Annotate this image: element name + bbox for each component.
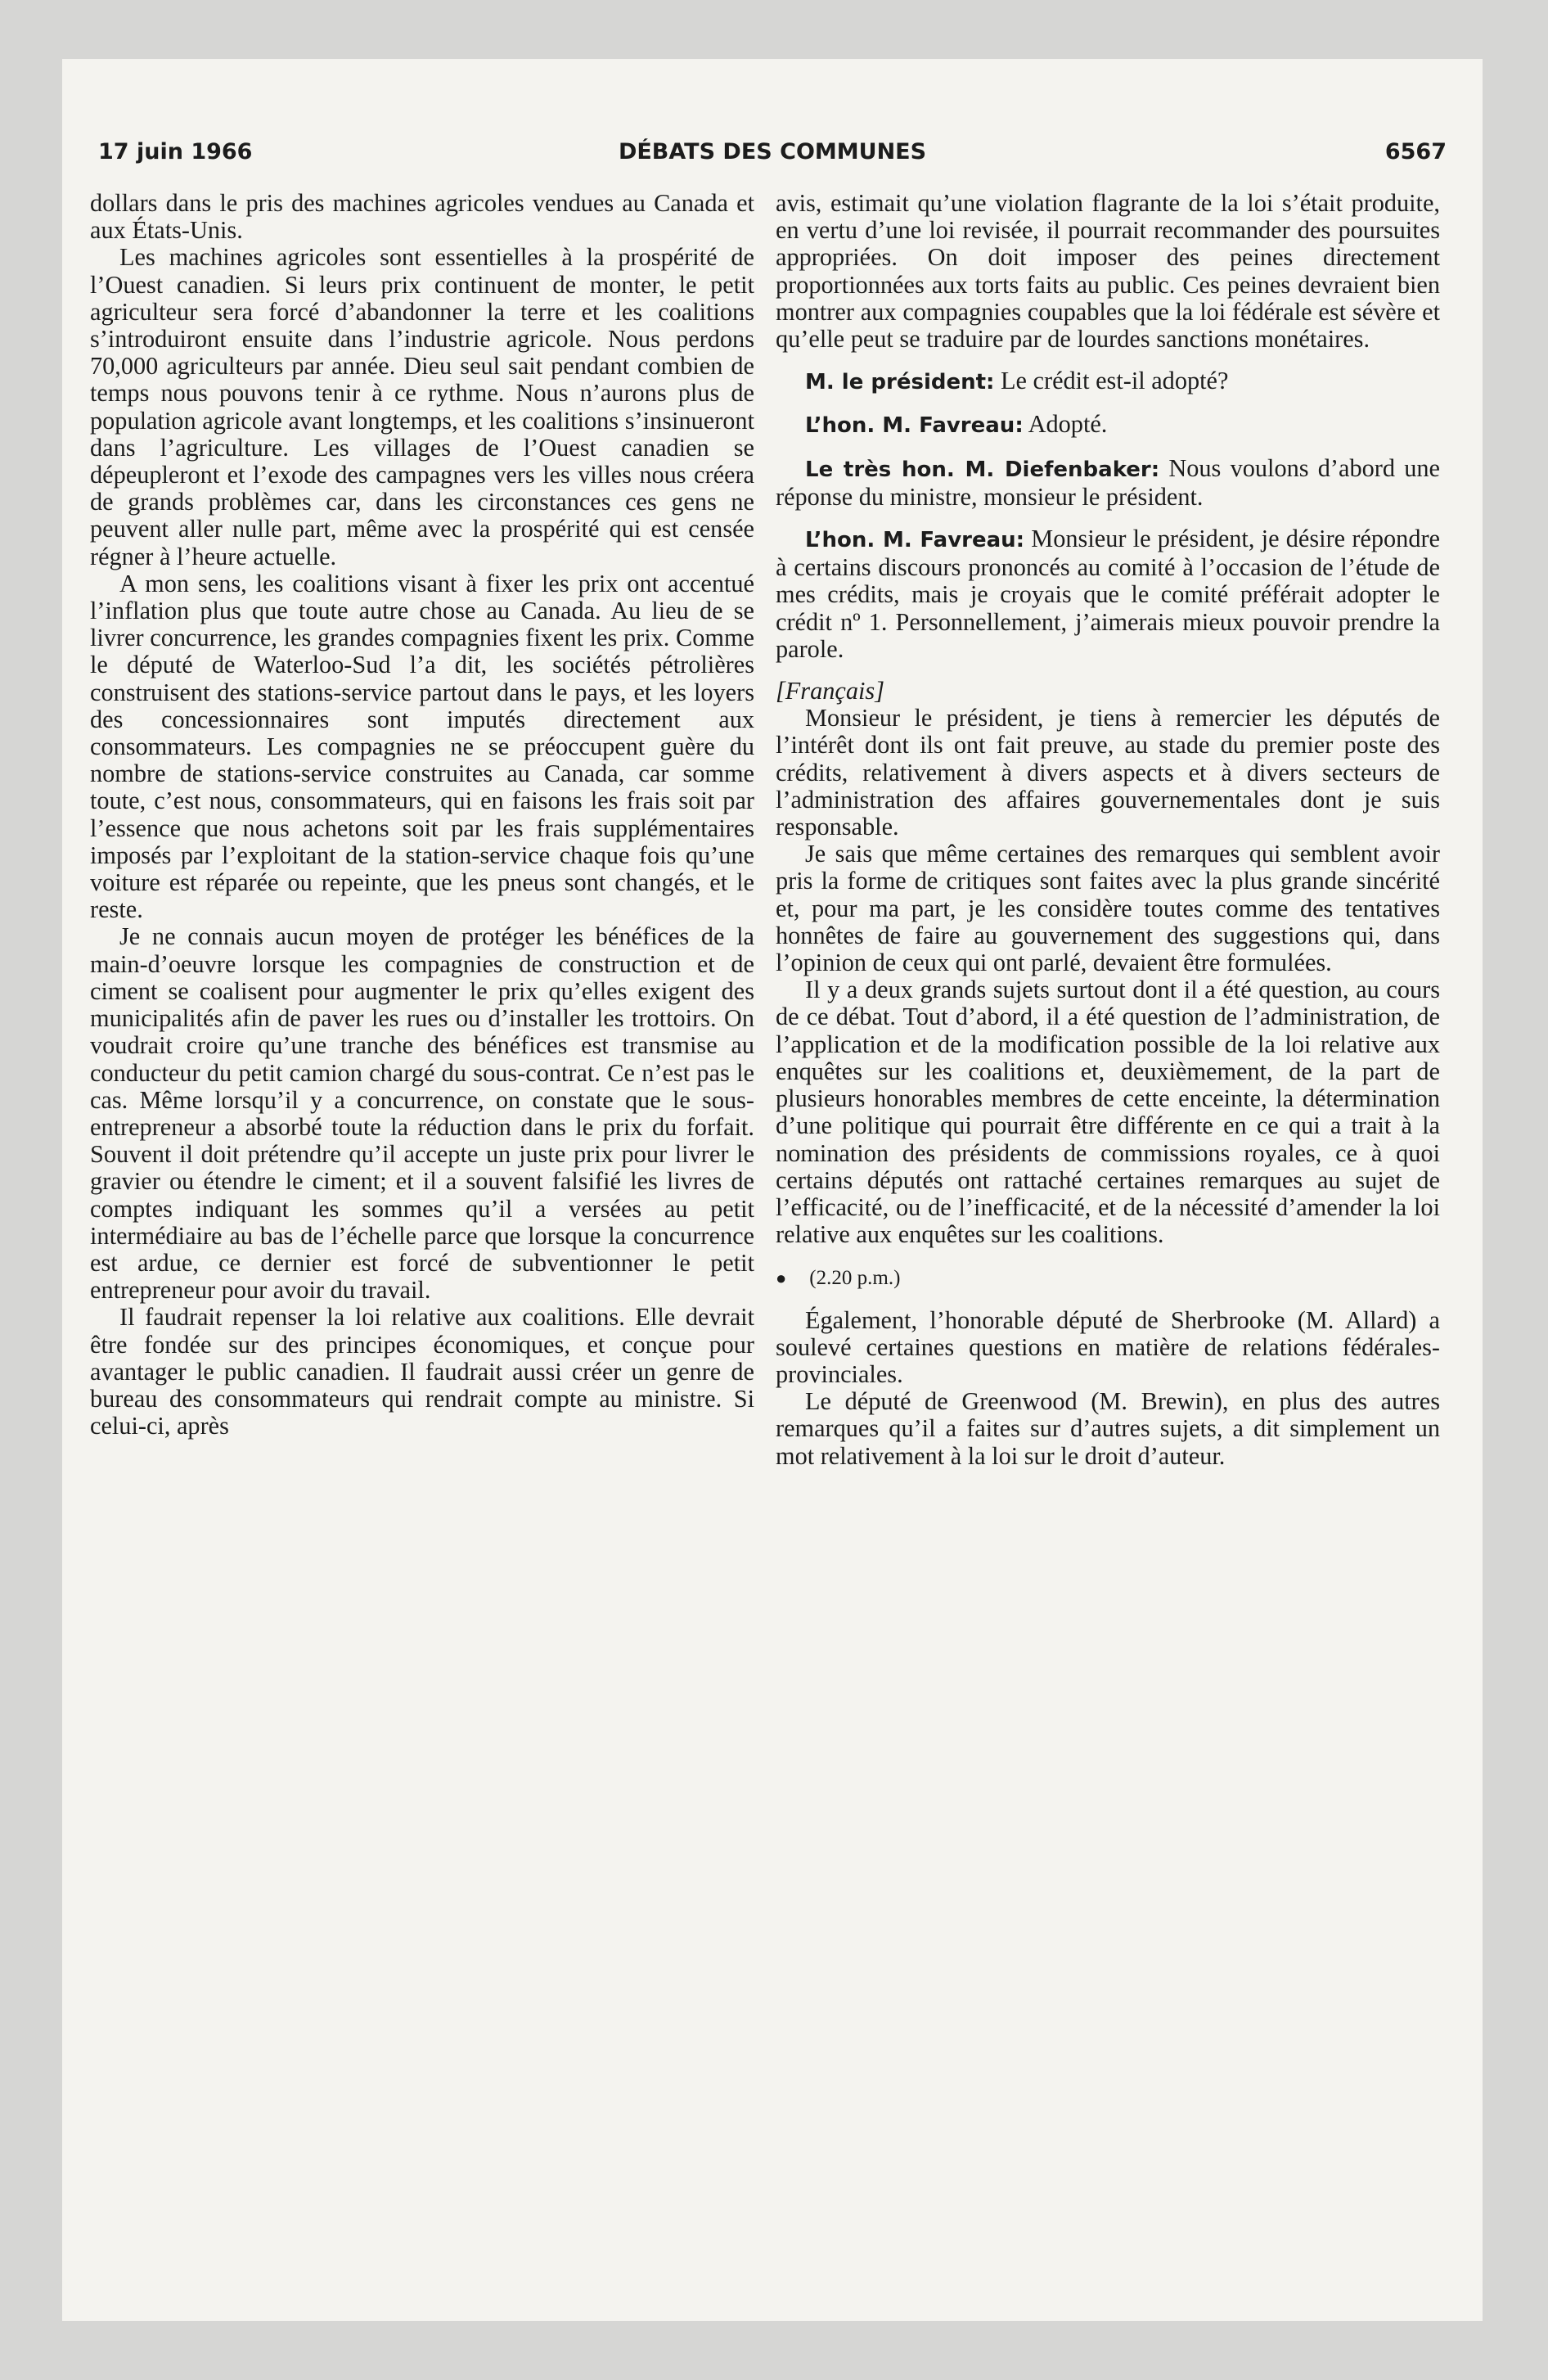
speech-diefenbaker [776, 455, 1440, 511]
time-stamp: (2.20 p.m.) [809, 1267, 901, 1290]
speech-text: Le crédit est-il adopté? [994, 367, 1229, 395]
paragraph: A mon sens, les coalitions visant à fixer les prix ont accentué l’inflation plus que toute autre chose au Canada. Au lieu de se livrer concurrence, les grandes compagnies fixent les prix. Comme le député de Waterloo-Sud l’a dit, les sociétés pétrolières construisent des stations-service partout dans le pays, et les loyers des concessionnaires sont imputés directement aux consommateurs. Les compagnies ne se préoccupent guère du nombre de stations-service construites au Canada, car somme toute, c’est nous, consommateurs, qui en faisons les frais soit par l’essence que nous achetons soit par les frais supplémentaires imposés par l’exploitant de la station-service chaque fois qu’une voiture est réparée ou repeinte, que les pneus sont changés, et le reste. [90, 569, 754, 924]
speech-text: Monsieur le président, je désire répondre à certains discours prononcés au comité à l’occasion de l’étude de mes crédits, mais je croyais que le comité préférait adopter le crédit nº 1. Personnellement, j’aimerais mieux pouvoir prendre la parole. [776, 525, 1441, 663]
paragraph: Il faudrait repenser la loi relative aux coalitions. Elle devrait être fondée sur des principes économiques, et conçue pour avantager le public canadien. Il faudrait aussi créer un genre de bureau des consommateurs qui rendrait compte au ministre. Si celui-ci, après [90, 1303, 754, 1440]
speech-text: Nous voulons d’abord une réponse du ministre, monsieur le président. [776, 453, 1440, 511]
paragraph: Il y a deux grands sujets surtout dont il a été question, au cours de ce débat. Tout d’abord, il a été question de l’administration, de l’application et de la modification possible de la loi relative aux enquêtes sur les coalitions et, deuxièmement, de la part de plusieurs honorables membres de cette enceinte, la détermination d’une politique qui pourrait être différente en ce qui a trait à la nomination des présidents de commissions royales, ce à quoi certains députés ont rattaché certaines remarques au sujet de l’efficacité, ou de l’inefficacité, et de la nécessité d’amender la loi relative aux enquêtes sur les coalitions. [776, 976, 1440, 1249]
bullet-icon: ● [776, 1268, 787, 1289]
paragraph: Je sais que même certaines des remarques qui semblent avoir pris la forme de critiques sont faites avec la plus grande sincérité et, pour ma part, je les considère toutes comme des tentatives honnêtes de faire au gouvernement des suggestions qui, dans l’opinion de ceux qui ont parlé, devaient être formulées. [776, 840, 1440, 977]
speech-favreau-reply [776, 525, 1440, 663]
header-date: 17 juin 1966 [98, 139, 253, 165]
speaker-name: L’hon. M. Favreau: [805, 528, 1025, 553]
page-header [98, 139, 1447, 175]
document-page [62, 59, 1483, 2321]
speaker-name: Le très hon. M. Diefenbaker: [805, 457, 1160, 482]
left-column [90, 190, 754, 1440]
speech-favreau [776, 411, 1440, 439]
page-number: 6567 [1384, 139, 1447, 165]
paragraph: Le député de Greenwood (M. Brewin), en plus des autres remarques qu’il a faites sur d’autres sujets, a dit simplement un mot relativement à la loi sur le droit d’auteur. [776, 1387, 1440, 1470]
speaker-name: M. le président: [805, 370, 995, 395]
paragraph: dollars dans le pris des machines agricoles vendues au Canada et aux États-Unis. [90, 189, 754, 245]
header-title: DÉBATS DES COMMUNES [618, 139, 927, 165]
speech-president [776, 367, 1440, 396]
language-marker: [Français] [776, 677, 884, 705]
speaker-name: L’hon. M. Favreau: [805, 413, 1024, 439]
paragraph: Également, l’honorable député de Sherbrooke (M. Allard) a soulevé certaines questions en matière de relations fédérales-provinciales. [776, 1305, 1440, 1388]
paragraph: Monsieur le président, je tiens à remercier les députés de l’intérêt dont ils ont fait preuve, au stade du premier poste des crédits, relativement à divers aspects et à divers secteurs de l’administration des affaires gouvernementales dont je suis responsable. [776, 704, 1440, 841]
time-marker [776, 1263, 1440, 1291]
paragraph: Les machines agricoles sont essentielles à la prospérité de l’Ouest canadien. Si leurs prix continuent de monter, le petit agriculteur sera forcé d’abandonner la terre et les coalitions s’introduiront ensuite dans l’industrie agricole. Nous perdons 70,000 agriculteurs par année. Dieu seul sait pendant combien de temps nous pouvons tenir à ce rythme. Nous n’aurons plus de population agricole avant longtemps, et les coalitions s’insinueront dans l’agriculture. Les villages de l’Ouest canadien se dépeupleront et l’exode des campagnes vers les villes nous créera de grands problèmes car, dans les circonstances ces gens ne peuvent aller nulle part, même avec la prospérité qui est censée régner à l’heure actuelle. [90, 243, 754, 570]
speech-text: Adopté. [1023, 410, 1108, 439]
right-column [776, 190, 1440, 1470]
paragraph: avis, estimait qu’une violation flagrante de la loi s’était produite, en vertu d’une loi revisée, il pourrait recommander des poursuites appropriées. On doit imposer des peines directement proportionnées aux torts faits au public. Ces peines devraient bien montrer aux compagnies coupables que la loi fédérale est sévère et qu’elle peut se traduire par de lourdes sanctions monétaires. [776, 189, 1440, 354]
paragraph: Je ne connais aucun moyen de protéger les bénéfices de la main-d’oeuvre lorsque les compagnies de construction et de ciment se coalisent pour augmenter le prix qu’elles exigent des municipalités afin de paver les rues ou d’installer les trottoirs. On voudrait croire qu’une tranche des bénéfices est transmise au conducteur du petit camion chargé du sous-contrat. Ce n’est pas le cas. Même lorsqu’il y a concurrence, on constate que le sous-entrepreneur a absorbé toute la réduction dans le prix du forfait. Souvent il doit prétendre qu’il accepte un juste prix pour livrer le gravier ou étendre le ciment; et il a souvent falsifié les livres de comptes indiquant les sommes qu’il a versées au petit intermédiaire au bas de l’échelle parce que lorsque la concurrence est ardue, ce dernier est forcé de subventionner le petit entrepreneur pour avoir du travail. [90, 922, 754, 1305]
